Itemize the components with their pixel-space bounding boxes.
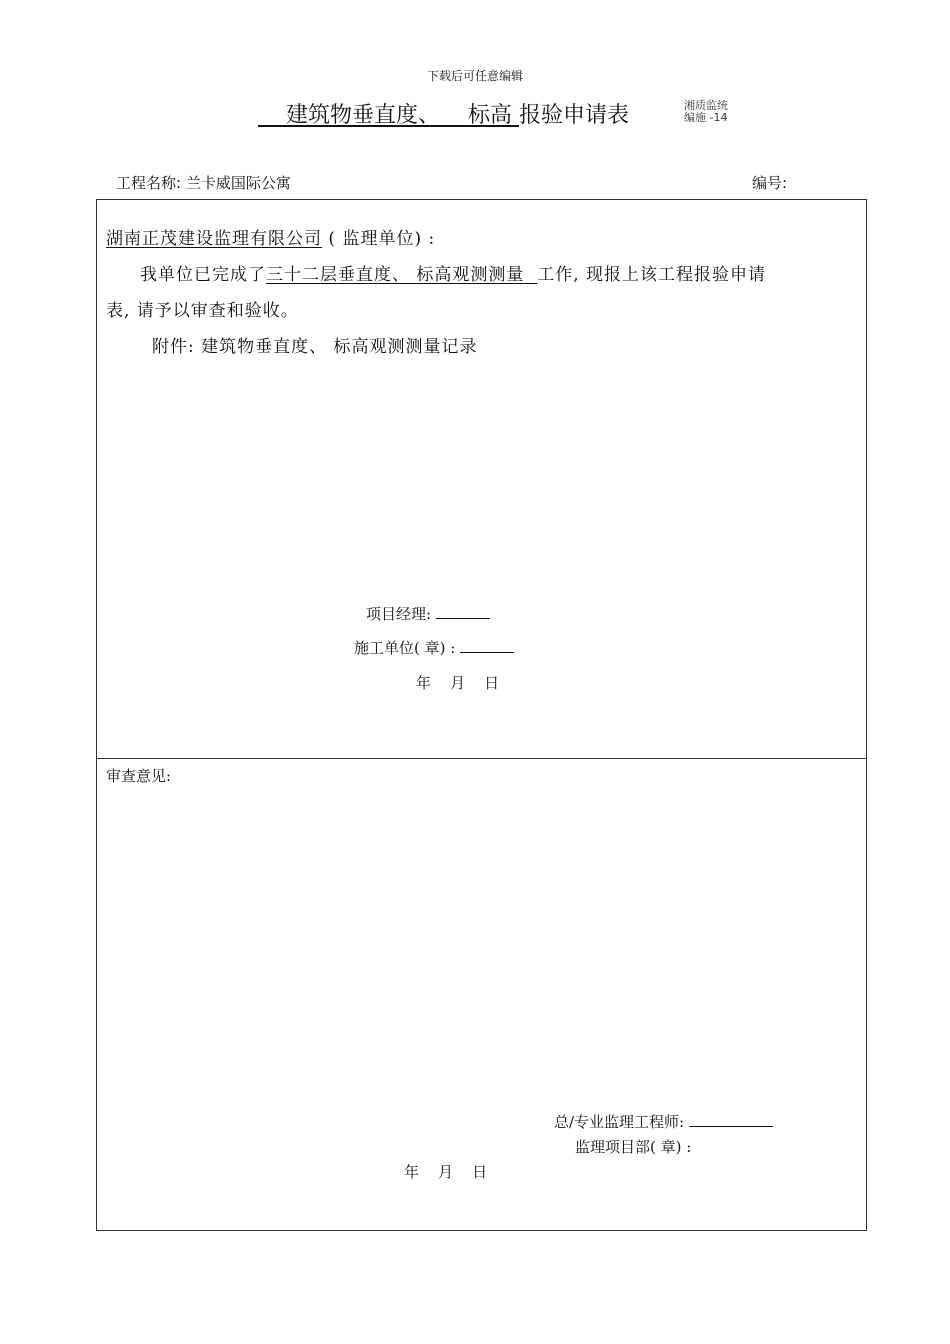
construction-unit-blank[interactable] <box>460 638 514 653</box>
engineer-label: 总/专业监理工程师: <box>554 1113 685 1131</box>
application-line1: 我单位已完成了三十二层垂直度、 标高观测测量 工作, 现报上该工程报验申请 <box>140 265 767 285</box>
engineer-row <box>554 1111 773 1132</box>
project-manager-row <box>366 603 490 624</box>
review-date: 年 月 日 <box>404 1163 488 1181</box>
addressee-suffix: ( 监理单位) : <box>328 229 436 249</box>
review-label: 审查意见: <box>106 767 172 785</box>
form-code-line1: 湘质监统 <box>684 99 728 112</box>
engineer-blank[interactable] <box>689 1112 773 1127</box>
project-manager-label: 项目经理: <box>366 605 432 623</box>
project-name-row <box>116 172 291 193</box>
top-note: 下载后可任意编辑 <box>426 69 523 83</box>
project-name-value: 兰卡威国际公寓 <box>185 174 291 192</box>
addressee-line <box>106 224 435 249</box>
project-name-label: 工程名称: <box>116 174 182 192</box>
number-label: 编号: <box>752 174 788 192</box>
title-part1: 建筑物垂直度、 标高 <box>285 103 512 128</box>
attachment-line: 附件: 建筑物垂直度、 标高观测测量记录 <box>152 337 478 357</box>
title-part3: 报验申请表 <box>519 103 630 128</box>
form-code-line2: 编施 -14 <box>684 111 728 124</box>
supervision-dept-label: 监理项目部( 章) : <box>575 1138 692 1156</box>
construction-unit-label: 施工单位( 章) : <box>354 639 456 657</box>
project-manager-blank[interactable] <box>436 604 490 619</box>
application-line2: 表, 请予以审查和验收。 <box>106 301 299 321</box>
addressee: 湖南正茂建设监理有限公司 <box>106 229 322 249</box>
completed-work: 三十二层垂直度、 标高观测测量 <box>266 265 525 285</box>
application-date: 年 月 日 <box>416 674 500 692</box>
section-divider <box>96 758 867 759</box>
construction-unit-row <box>354 637 514 658</box>
form-code <box>684 100 728 124</box>
document-title <box>258 98 629 129</box>
